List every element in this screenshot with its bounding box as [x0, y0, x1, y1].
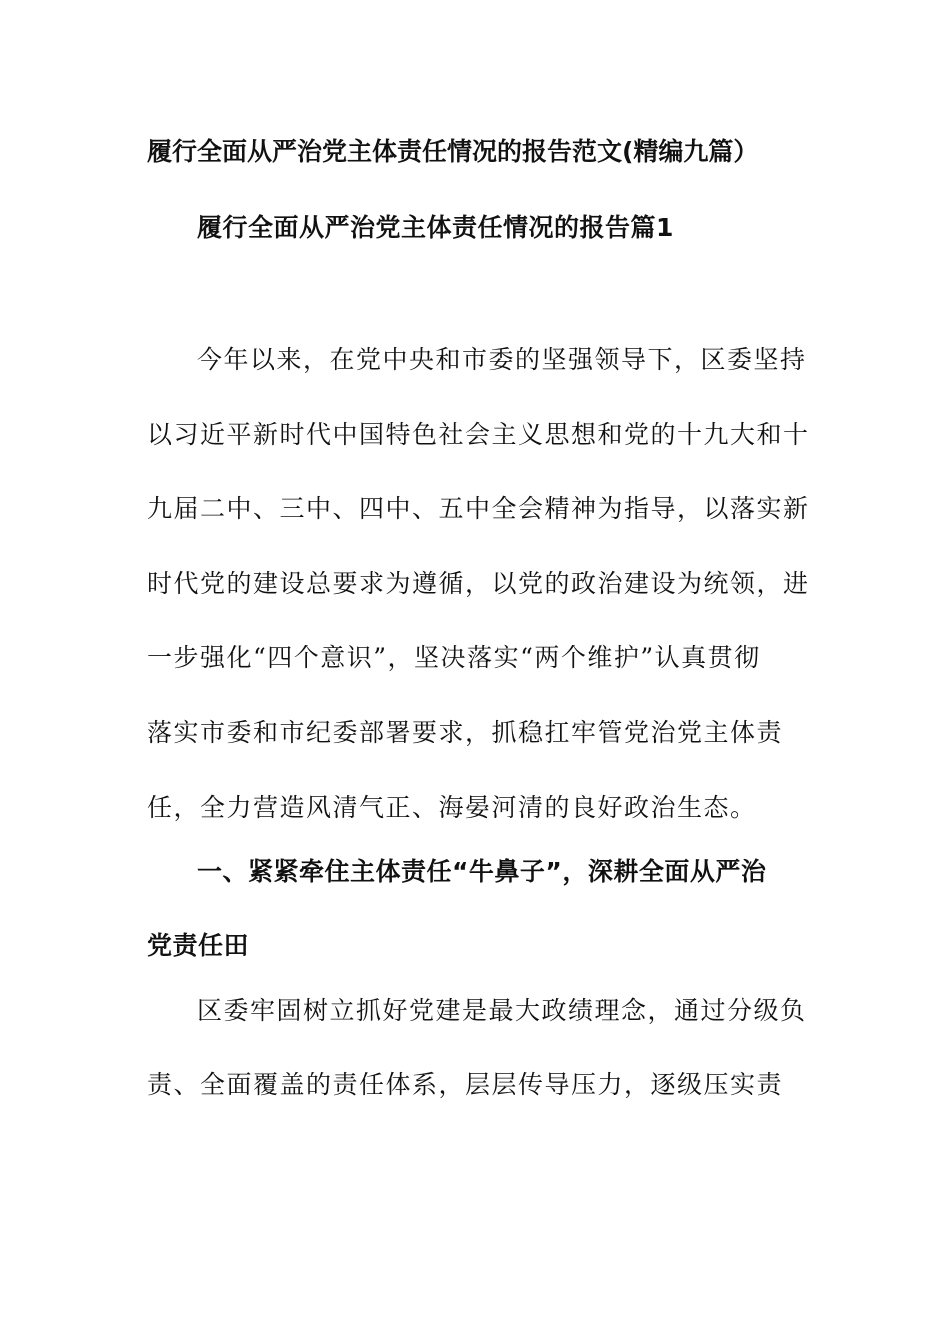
section-title: 履行全面从严治党主体责任情况的报告篇1	[197, 213, 674, 242]
heading1-line-2: 党责任田	[147, 931, 250, 960]
paragraph1-line-5: 一步强化“四个意识”，坚决落实“两个维护”认真贯彻	[147, 643, 761, 672]
paragraph1-line-4: 时代党的建设总要求为遵循，以党的政治建设为统领，进	[147, 569, 810, 598]
paragraph1-line-6: 落实市委和市纪委部署要求，抓稳扛牢管党治党主体责	[147, 718, 784, 747]
paragraph2-line-2: 责、全面覆盖的责任体系，层层传导压力，逐级压实责	[147, 1070, 784, 1099]
paragraph2-line-1: 区委牢固树立抓好党建是最大政绩理念，通过分级负	[197, 996, 807, 1025]
document-title: 履行全面从严治党主体责任情况的报告范文(精编九篇）	[147, 137, 759, 166]
heading1-line-1: 一、紧紧牵住主体责任“牛鼻子”，深耕全面从严治	[197, 857, 767, 886]
paragraph1-line-2: 以习近平新时代中国特色社会主义思想和党的十九大和十	[147, 420, 810, 449]
paragraph1-line-1: 今年以来，在党中央和市委的坚强领导下，区委坚持	[197, 345, 807, 374]
paragraph1-line-3: 九届二中、三中、四中、五中全会精神为指导，以落实新	[147, 494, 810, 523]
paragraph1-line-7: 任，全力营造风清气正、海晏河清的良好政治生态。	[147, 793, 757, 822]
